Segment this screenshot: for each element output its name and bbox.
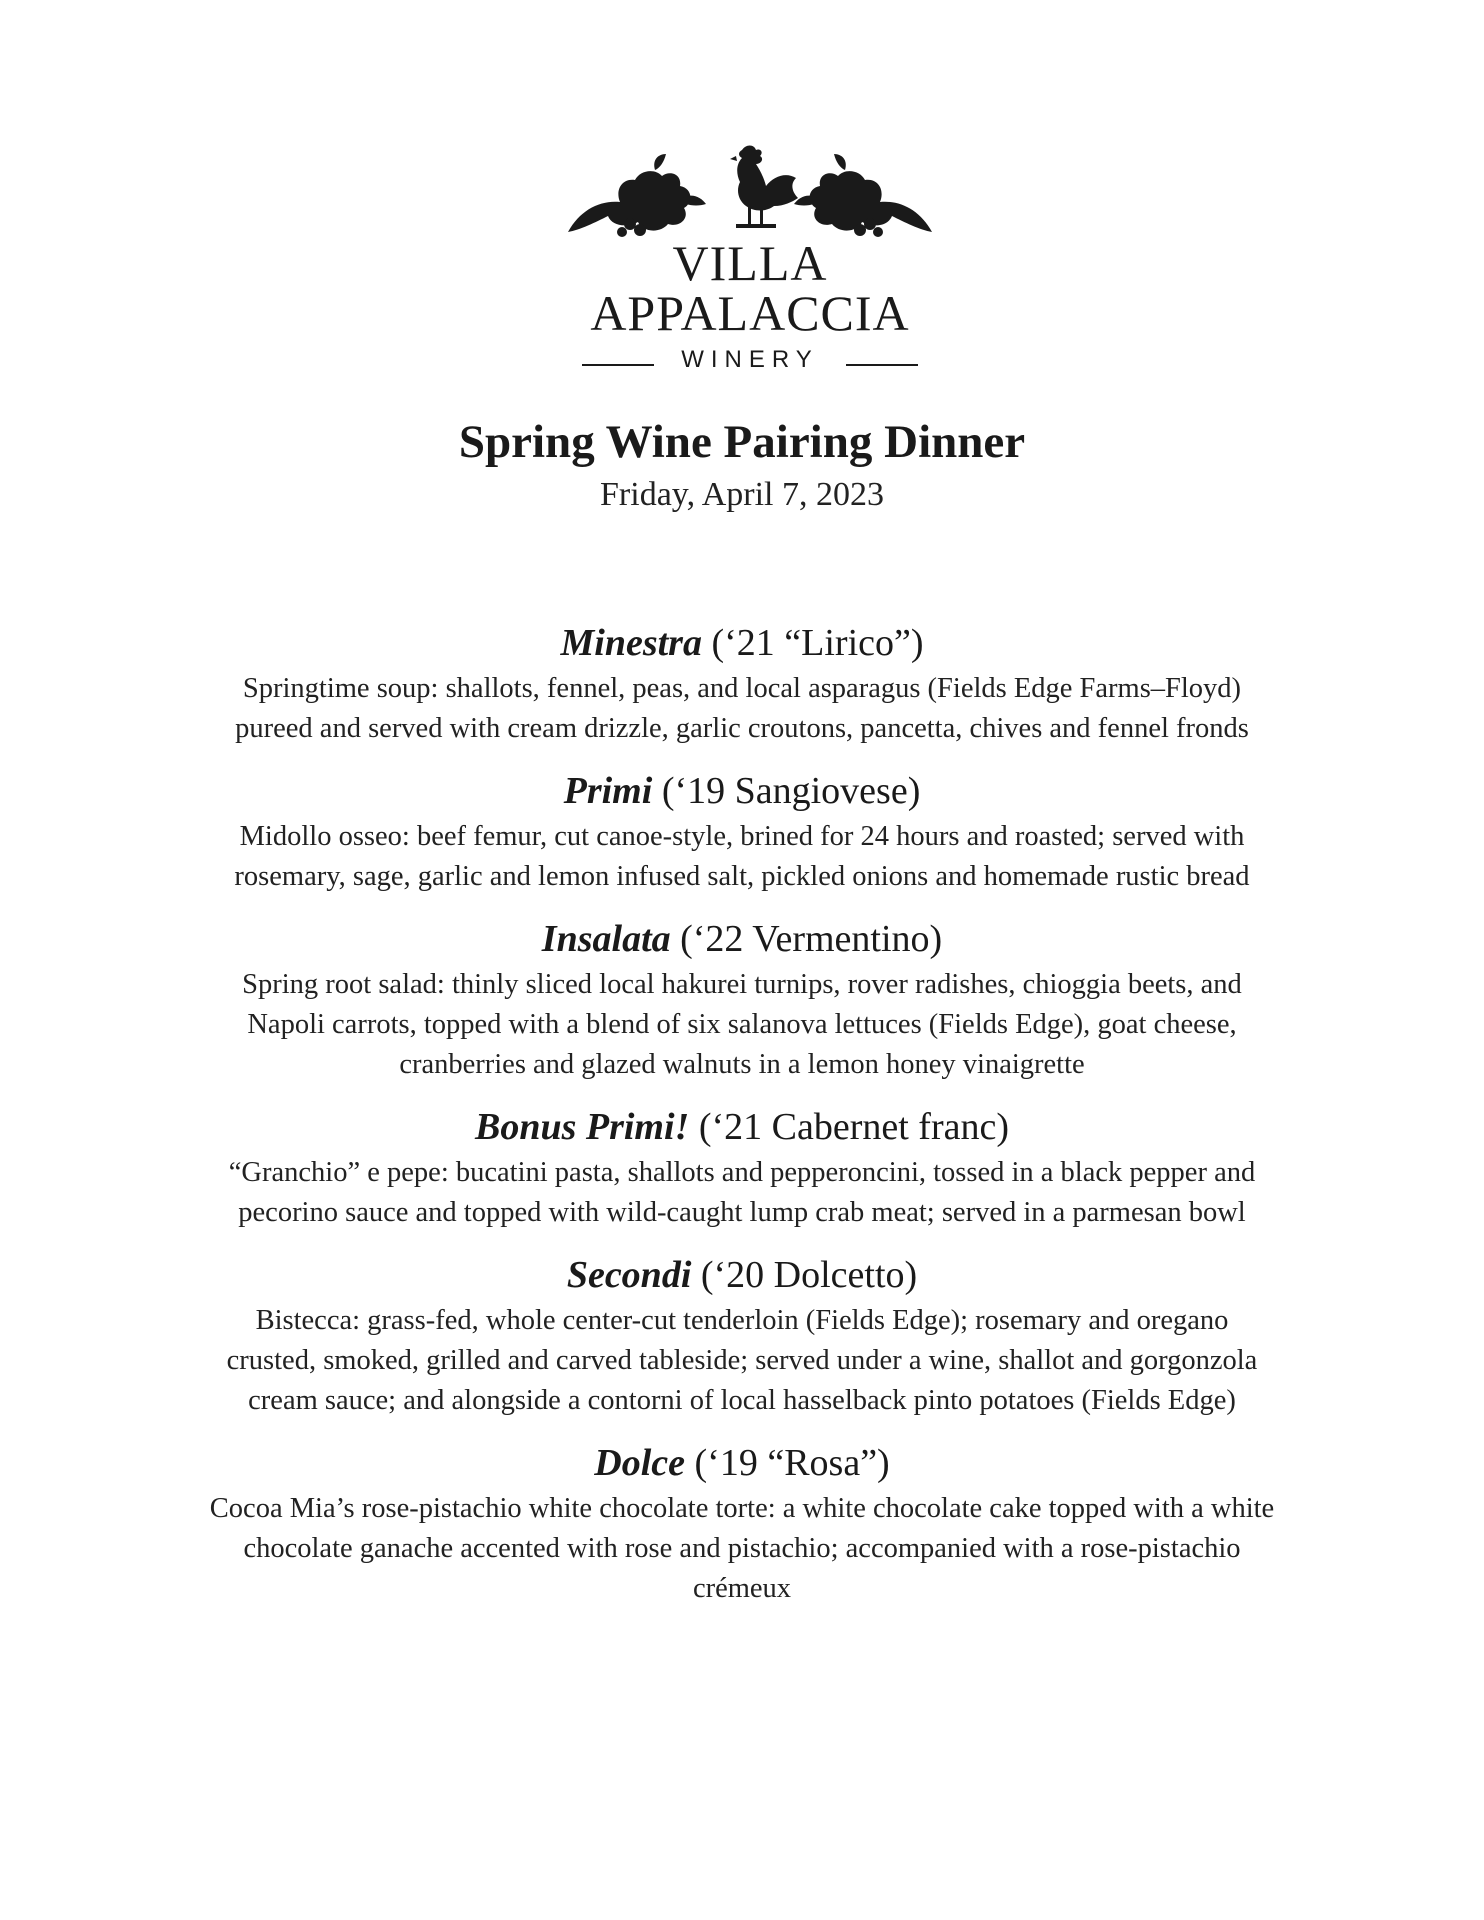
description-line: chocolate ganache accented with rose and pistachio; accompanied with a rose-pistachio: [243, 1533, 1241, 1564]
course-description: [110, 965, 1374, 1085]
course-wine: (‘22 Vermentino): [670, 918, 943, 960]
course-heading: [110, 1101, 1374, 1153]
description-line: “Granchio” e pepe: bucatini pasta, shallots and pepperoncini, tossed in a black pepper and: [228, 1157, 1256, 1188]
description-line: cream sauce; and alongside a contorni of local hasselback pinto potatoes (Fields Edge): [248, 1385, 1236, 1416]
rooster-and-vines-icon: [560, 140, 940, 240]
description-line: Napoli carrots, topped with a blend of six salanova lettuces (Fields Edge), goat cheese,: [247, 1009, 1237, 1040]
description-line: Midollo osseo: beef femur, cut canoe-style, brined for 24 hours and roasted; served with: [239, 821, 1245, 852]
description-line: pecorino sauce and topped with wild-caught lump crab meat; served in a parmesan bowl: [238, 1197, 1246, 1228]
course-description: [110, 1489, 1374, 1609]
course-description: [110, 669, 1374, 749]
course-item: [110, 913, 1374, 1085]
course-heading: [110, 913, 1374, 965]
logo-name-line1: VILLA: [672, 235, 828, 291]
course-wine: (‘19 Sangiovese): [652, 770, 921, 812]
description-line: rosemary, sage, garlic and lemon infused salt, pickled onions and homemade rustic bread: [234, 861, 1250, 892]
course-name: Secondi: [566, 1254, 692, 1296]
logo-rule-right: [846, 364, 918, 366]
description-line: crémeux: [692, 1573, 792, 1604]
course-name: Dolce: [594, 1442, 686, 1484]
course-wine: (‘20 Dolcetto): [691, 1254, 918, 1296]
course-name: Bonus Primi!: [474, 1106, 690, 1148]
description-line: Spring root salad: thinly sliced local hakurei turnips, rover radishes, chioggia beets, and: [242, 969, 1242, 1000]
course-item: [110, 1101, 1374, 1233]
course-wine: (‘19 “Rosa”): [685, 1442, 890, 1484]
description-line: cranberries and glazed walnuts in a lemon honey vinaigrette: [399, 1049, 1085, 1080]
menu-header: [0, 412, 1484, 518]
course-item: [110, 617, 1374, 749]
course-description: [110, 1153, 1374, 1233]
course-item: [110, 1437, 1374, 1609]
course-item: [110, 765, 1374, 897]
course-heading: [110, 1437, 1374, 1489]
description-line: pureed and served with cream drizzle, garlic croutons, pancetta, chives and fennel fronds: [235, 713, 1249, 744]
course-name: Primi: [563, 770, 653, 812]
page-title: Spring Wine Pairing Dinner: [458, 416, 1026, 468]
course-name: Minestra: [560, 622, 702, 664]
course-name: Insalata: [541, 918, 671, 960]
logo-name-line2: APPALACCIA: [590, 285, 910, 341]
description-line: crusted, smoked, grilled and carved tableside; served under a wine, shallot and gorgonzola: [226, 1345, 1258, 1376]
course-item: [110, 1249, 1374, 1421]
description-line: Springtime soup: shallots, fennel, peas, and local asparagus (Fields Edge Farms–Floyd): [242, 673, 1242, 704]
course-wine: (‘21 “Lirico”): [701, 622, 924, 664]
winery-logo: [560, 140, 940, 390]
description-line: Cocoa Mia’s rose-pistachio white chocolate torte: a white chocolate cake topped with a white: [209, 1493, 1275, 1524]
course-description: [110, 1301, 1374, 1421]
event-date: Friday, April 7, 2023: [600, 476, 884, 513]
course-heading: [110, 617, 1374, 669]
course-wine: (‘21 Cabernet franc): [689, 1106, 1010, 1148]
description-line: Bistecca: grass-fed, whole center-cut tenderloin (Fields Edge); rosemary and oregano: [255, 1305, 1229, 1336]
course-list: [110, 617, 1374, 1625]
course-description: [110, 817, 1374, 897]
course-heading: [110, 765, 1374, 817]
logo-subtitle: WINERY: [681, 346, 819, 373]
course-heading: [110, 1249, 1374, 1301]
